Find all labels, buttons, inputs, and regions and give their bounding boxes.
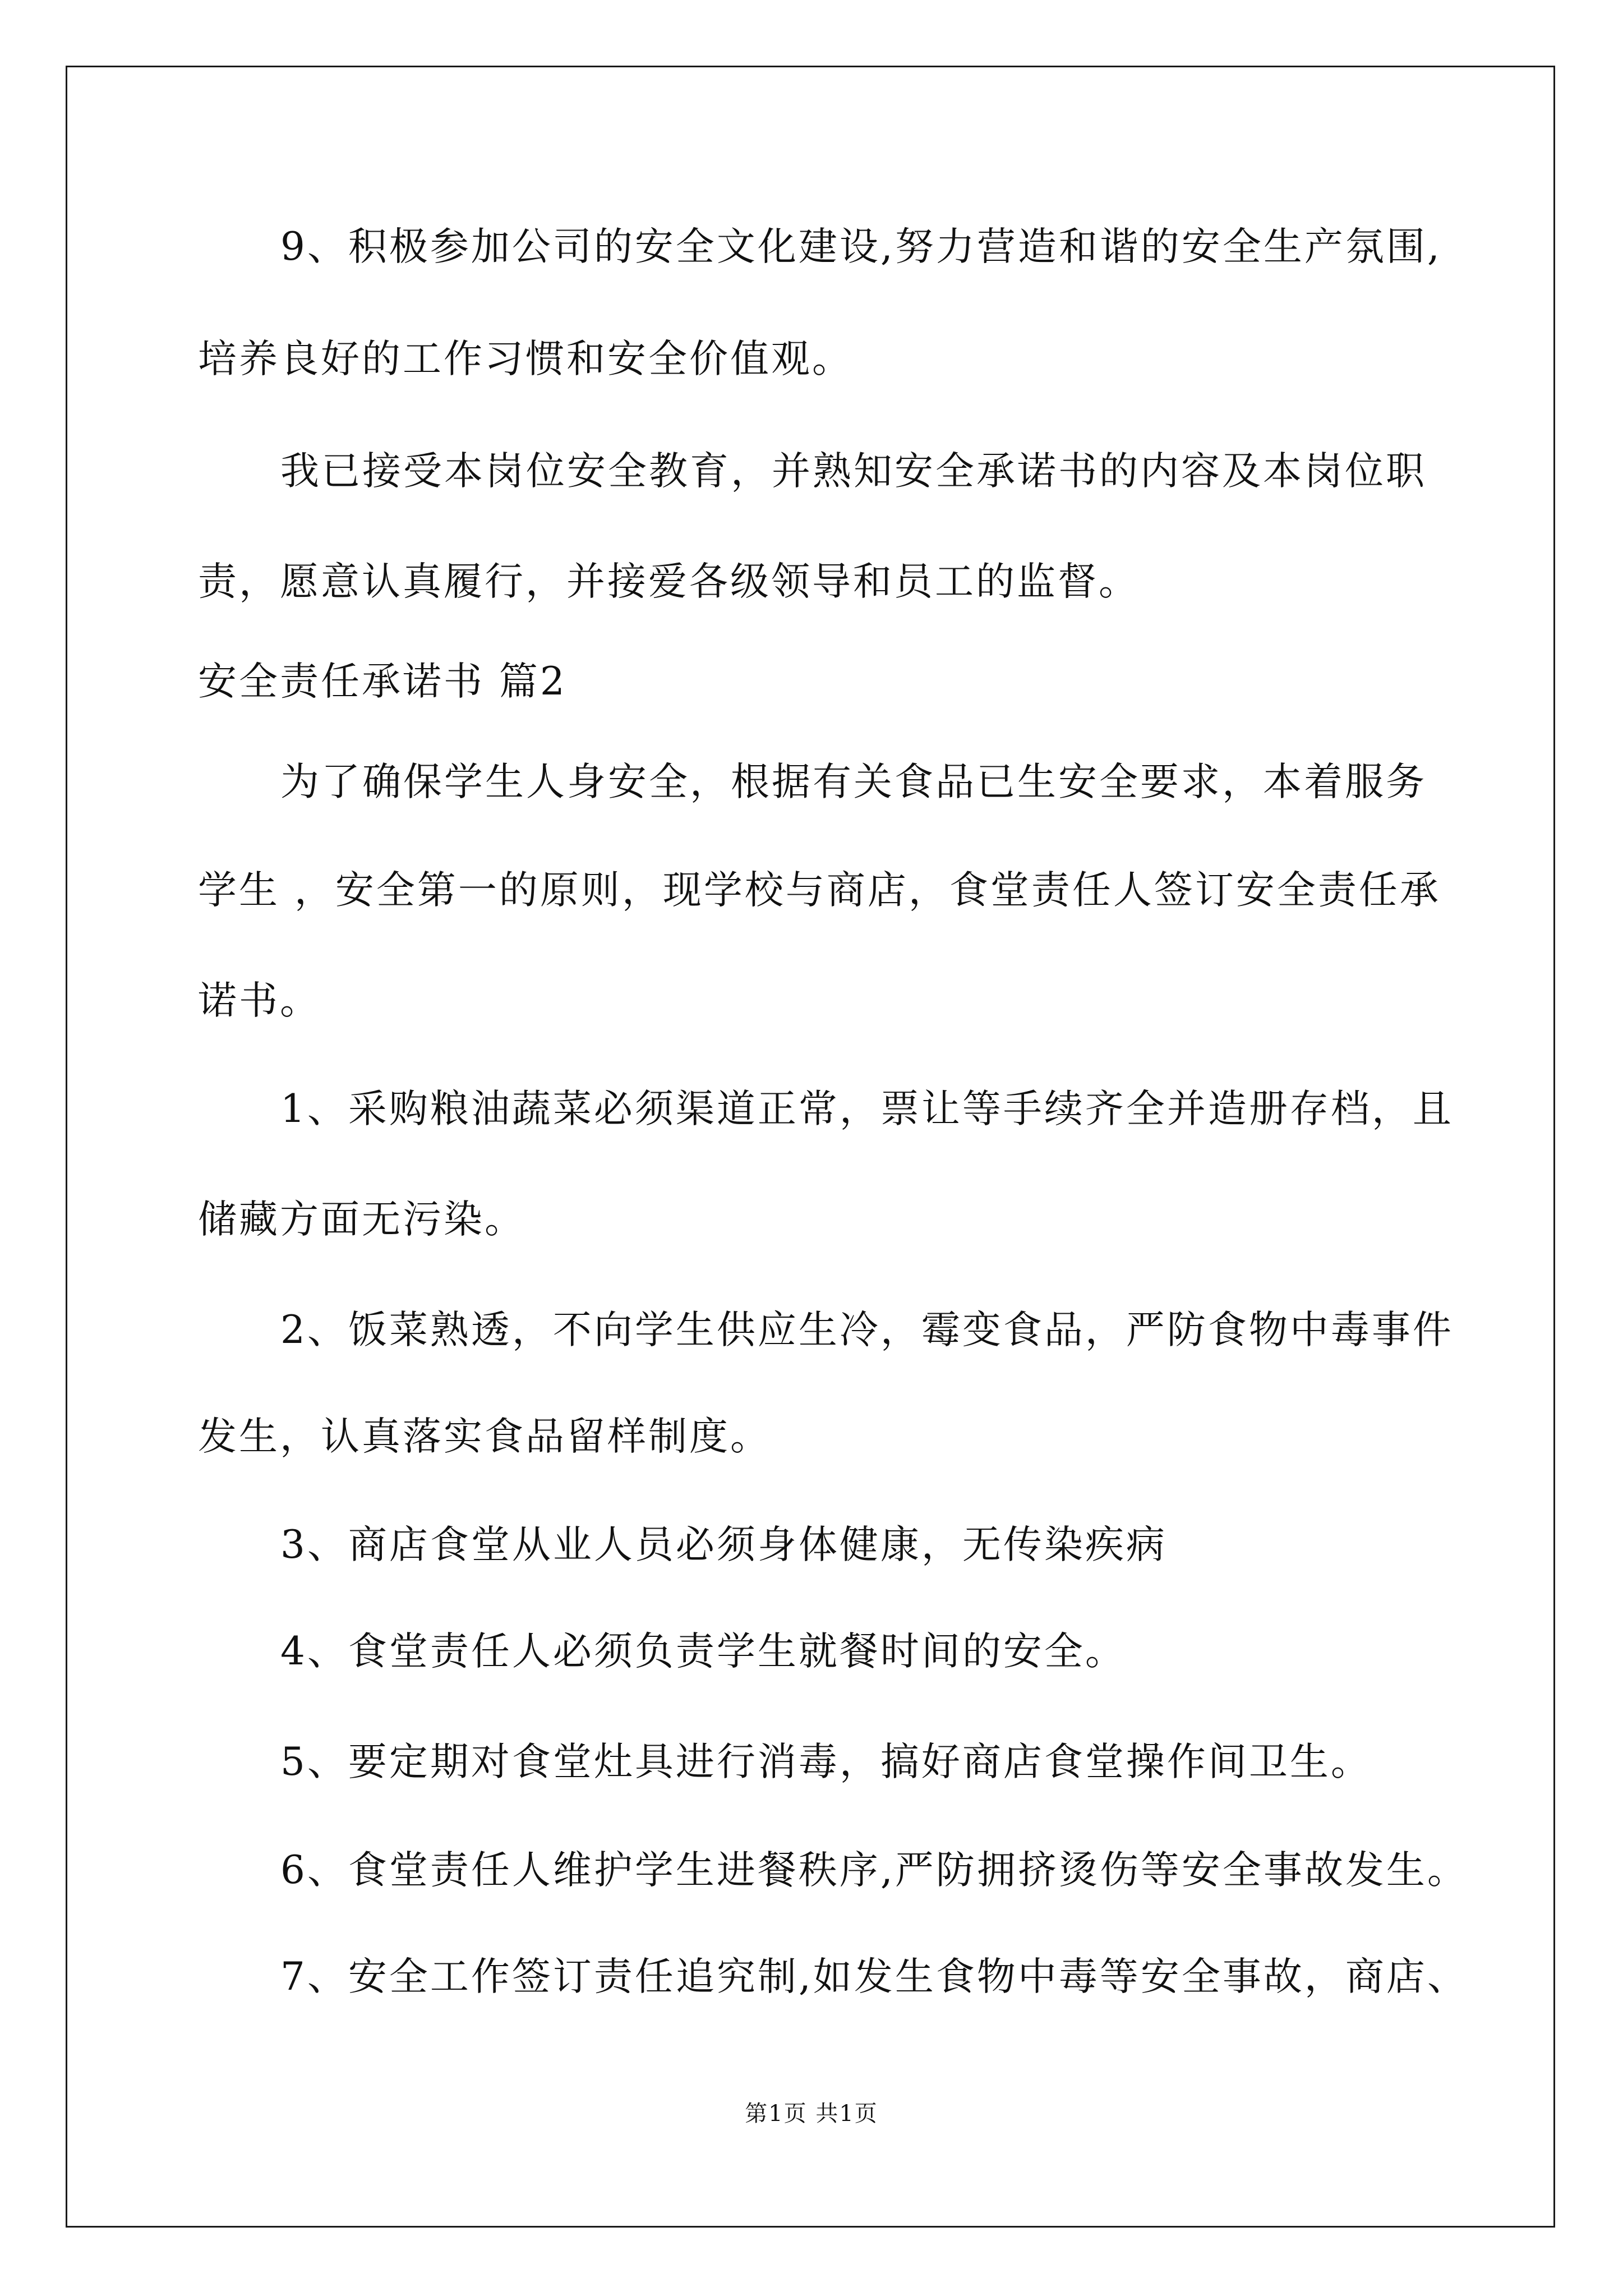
text-line: 4、食堂责任人必须负责学生就餐时间的安全。 — [280, 1629, 1126, 1674]
text-line: 为了确保学生人身安全，根据有关食品已生安全要求，本着服务 — [280, 760, 1427, 804]
section-heading: 安全责任承诺书 篇2 — [198, 659, 567, 704]
text-line: 培养良好的工作习惯和安全价值观。 — [198, 337, 853, 381]
page-footer: 第1页 共1页 — [745, 2101, 878, 2127]
text-line: 发生，认真落实食品留样制度。 — [198, 1414, 771, 1459]
text-line: 学生 ，安全第一的原则，现学校与商店，食堂责任人签订安全责任承 — [198, 868, 1441, 913]
page-border — [66, 66, 1555, 2228]
text-line: 5、要定期对食堂灶具进行消毒，搞好商店食堂操作间卫生。 — [280, 1740, 1372, 1784]
text-line: 我已接受本岗位安全教育，并熟知安全承诺书的内容及本岗位职 — [280, 449, 1427, 494]
text-line: 3、商店食堂从业人员必须身体健康，无传染疾病 — [280, 1522, 1167, 1567]
text-line: 1、采购粮油蔬菜必须渠道正常，票让等手续齐全并造册存档，且 — [280, 1087, 1454, 1131]
text-line: 2、饭菜熟透，不向学生供应生冷，霉变食品，严防食物中毒事件 — [280, 1308, 1454, 1352]
text-line: 6、食堂责任人维护学生进餐秩序,严防拥挤烫伤等安全事故发生。 — [280, 1848, 1468, 1893]
text-line: 9、积极参加公司的安全文化建设,努力营造和谐的安全生产氛围, — [280, 224, 1442, 269]
text-line: 诺书。 — [198, 978, 321, 1023]
text-line: 储藏方面无污染。 — [198, 1197, 525, 1242]
text-line: 7、安全工作签订责任追究制,如发生食物中毒等安全事故，商店、 — [280, 1954, 1468, 1999]
text-line: 责，愿意认真履行，并接爱各级领导和员工的监督。 — [198, 559, 1140, 604]
